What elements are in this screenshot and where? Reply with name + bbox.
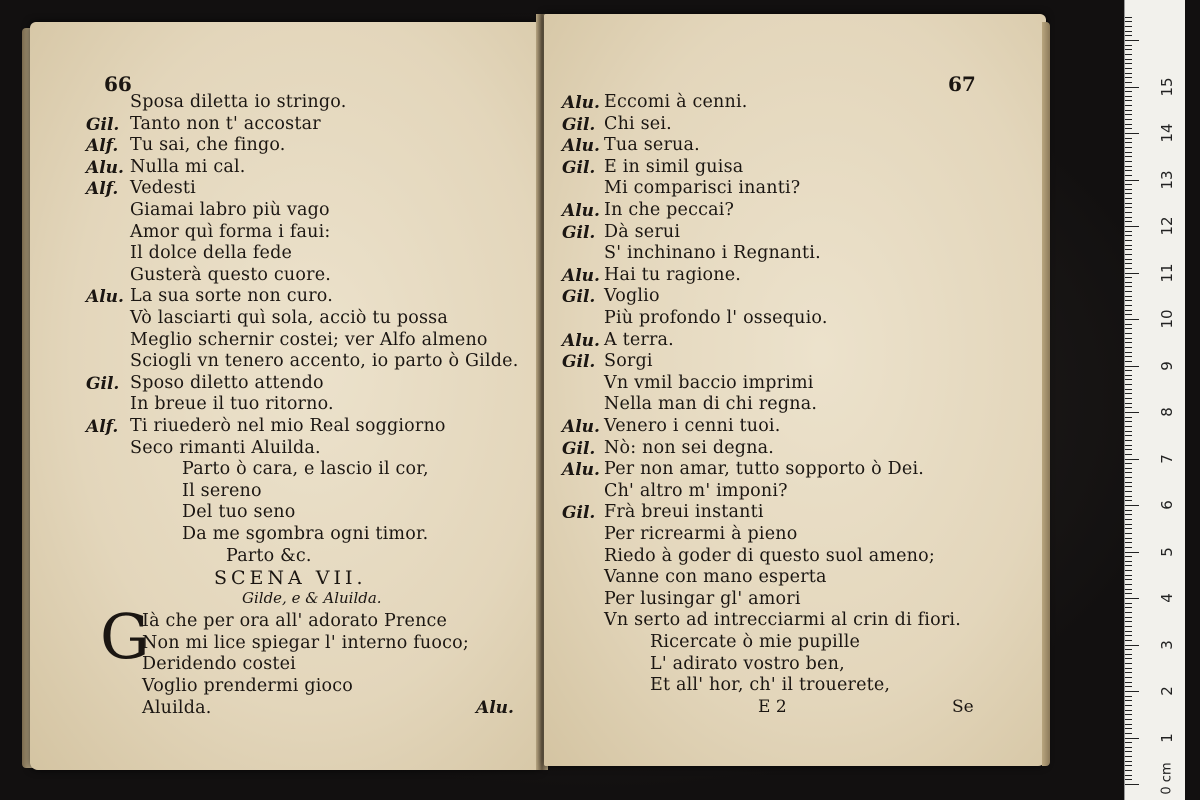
ruler-tick [1125,738,1139,739]
ruler-tick [1125,366,1139,367]
ruler-tick [1125,477,1132,478]
ruler-tick [1125,593,1132,594]
ruler-label: 4 [1158,593,1176,603]
signature-mark: E 2 [758,696,787,717]
ruler-tick [1125,77,1132,78]
ruler-tick [1125,31,1132,32]
ruler-tick [1125,705,1132,706]
ruler-tick [1125,579,1132,580]
ruler-tick [1125,417,1132,418]
verse-line: Nella man di chi regna. [604,394,818,415]
speaker-label: Gil. [562,287,596,308]
verse-line: In breue il tuo ritorno. [130,394,334,415]
page-number: 67 [948,72,976,96]
ruler-tick [1125,152,1132,153]
verse-line: Nulla mi cal. [130,156,246,177]
ruler-tick [1125,621,1132,622]
ruler-tick [1125,114,1132,115]
ruler-tick [1125,556,1132,557]
ruler-tick [1125,305,1132,306]
ruler-tick [1125,73,1132,74]
verse-line: Più profondo l' ossequio. [604,308,828,328]
ruler-tick [1125,40,1139,41]
ruler-tick [1125,240,1132,241]
ruler-tick [1125,524,1132,525]
ruler-label: 11 [1158,262,1176,283]
ruler-tick [1125,696,1132,697]
ruler-tick [1125,654,1132,655]
verse-line: Per lusingar gl' amori [604,588,801,609]
verse-line: Giamai labro più vago [130,200,330,220]
verse-line: Voglio prendermi gioco [142,676,354,696]
ruler-tick [1125,68,1132,69]
ruler-tick [1125,658,1132,659]
ruler-tick [1125,138,1132,139]
ruler-tick [1125,352,1132,353]
speaker-label: Alu. [86,157,124,178]
catchword: Alu. [476,697,514,718]
verse-line: Tua serua. [604,135,700,156]
speaker-label: Alu. [562,136,600,157]
ruler-tick [1125,189,1132,190]
verse-line: Tu sai, che fingo. [130,135,286,156]
verse-line: La sua sorte non curo. [130,286,333,307]
verse-line: Deridendo costei [142,654,296,675]
ruler-tick [1125,59,1132,60]
ruler-tick [1125,645,1139,646]
ruler-tick [1125,686,1132,687]
ruler-tick [1125,35,1132,36]
ruler-tick [1125,161,1132,162]
verse-line: Voglio [604,286,660,307]
ruler-tick [1125,538,1132,539]
ruler-tick [1125,105,1132,106]
ruler-tick [1125,570,1132,571]
verse-line: Gusterà questo cuore. [130,264,332,285]
drop-cap: G [100,600,150,674]
ruler-tick [1125,96,1132,97]
ruler-tick [1125,398,1132,399]
ruler-tick [1125,770,1132,771]
speaker-label: Gil. [562,503,596,524]
verse-line: Chi sei. [604,113,672,134]
ruler-tick [1125,589,1132,590]
ruler-tick [1125,747,1132,748]
speaker-label: Alu. [562,265,600,286]
ruler-tick [1125,133,1139,134]
verse-line: Nò: non sei degna. [604,437,775,458]
catchword: Se [952,696,974,717]
ruler-tick [1125,49,1132,50]
ruler-tick [1125,282,1132,283]
ruler-tick [1125,119,1132,120]
ruler-tick [1125,82,1132,83]
speaker-label: Gil. [562,352,596,373]
ruler-tick [1125,482,1132,483]
verse-line: Sposa diletta io stringo. [130,92,347,112]
verse-line: Sciogli vn tenero accento, io parto ò Gilde. [130,351,519,372]
ruler-tick [1125,631,1132,632]
ruler-label: 6 [1158,500,1176,510]
ruler-tick [1125,459,1139,460]
aria-line: Et all' hor, ch' il trouerete, [650,675,891,696]
ruler-tick [1125,110,1132,111]
ruler-tick [1125,761,1132,762]
ruler-tick [1125,207,1132,208]
speaker-label: Alf. [86,136,119,157]
ruler-tick [1125,733,1132,734]
measuring-ruler [1124,0,1185,800]
verse-line: A terra. [604,329,674,350]
ruler-tick [1125,421,1132,422]
verse-line: Aluilda. [142,697,212,718]
ruler-tick [1125,486,1132,487]
ruler-label: 12 [1158,216,1176,236]
ruler-tick [1125,17,1132,18]
ruler-label: 14 [1158,123,1176,143]
ruler-tick [1125,384,1132,385]
verse-line: Sposo diletto attendo [130,372,324,393]
ruler-tick [1125,249,1132,250]
ruler-tick [1125,742,1132,743]
verse-line: Non mi lice spiegar l' interno fuoco; [142,632,469,653]
ruler-tick [1125,784,1139,785]
ruler-tick [1125,100,1132,101]
ruler-tick [1125,672,1132,673]
aria-line: L' adirato vostro ben, [650,653,845,674]
speaker-label: Gil. [562,157,596,178]
verse-line: Il dolce della fede [130,243,293,264]
ruler-tick [1125,468,1132,469]
ruler-tick [1125,510,1132,511]
ruler-label: 15 [1158,76,1176,97]
verse-line: In che peccai? [604,200,735,220]
ruler-tick [1125,361,1132,362]
ruler-tick [1125,328,1132,329]
ruler-tick [1125,333,1132,334]
ruler-tick [1125,203,1132,204]
ruler-tick [1125,291,1132,292]
verse-line: Per ricrearmi à pieno [604,524,798,544]
verse-line: Vn serto ad intrecciarmi al crin di fiori. [604,610,961,631]
verse-line: Meglio schernir costei; ver Alfo almeno [130,329,488,350]
ruler-tick [1125,180,1139,181]
ruler-label: 3 [1158,639,1176,650]
verse-line: Vò lasciarti quì sola, acciò tu possa [130,308,448,328]
ruler-tick [1125,407,1132,408]
ruler-tick [1125,286,1132,287]
aria-line: Parto ò cara, e lascio il cor, [182,459,429,480]
ruler-tick [1125,21,1132,22]
verse-line: E in simil guisa [604,156,744,177]
ruler-tick [1125,449,1132,450]
ruler-label: 7 [1158,453,1176,464]
speaker-label: Gil. [86,373,120,394]
ruler-tick [1125,612,1132,613]
ruler-tick [1125,626,1132,627]
ruler-tick [1125,677,1132,678]
verse-line: Mi comparisci inanti? [604,178,801,199]
verse-line: Dà serui [604,221,681,242]
ruler-tick [1125,756,1132,757]
ruler-tick [1125,435,1132,436]
verse-line: Vedesti [130,178,196,199]
scene-heading: SCENA VII. [214,567,367,590]
ruler-tick [1125,342,1132,343]
ruler-tick [1125,775,1132,776]
verse-line: Riedo à goder di questo suol ameno; [604,545,935,566]
ruler-tick [1125,463,1132,464]
ruler-tick [1125,166,1132,167]
speaker-label: Alf. [86,417,119,437]
ruler-tick [1125,268,1132,269]
ruler-tick [1125,170,1132,171]
ruler-tick [1125,500,1132,501]
ruler-tick [1125,724,1132,725]
ruler-label: 2 [1158,686,1176,696]
speaker-label: Gil. [562,438,596,459]
right-page-edge [1042,22,1050,766]
speaker-label: Gil. [562,114,596,135]
ruler-label: 10 [1158,309,1176,329]
ruler-tick [1125,45,1132,46]
verse-line: Vanne con mano esperta [604,567,827,588]
ruler-tick [1125,617,1132,618]
ruler-tick [1125,393,1132,394]
ruler-tick [1125,751,1132,752]
speaker-label: Alu. [562,460,600,481]
ruler-tick [1125,217,1132,218]
ruler-tick [1125,254,1132,255]
ruler-tick [1125,277,1132,278]
ruler-tick [1125,700,1132,701]
ruler-tick [1125,765,1132,766]
ruler-tick [1125,649,1132,650]
speaker-label: Alu. [86,287,124,308]
ruler-tick [1125,575,1132,576]
ruler-tick [1125,142,1132,143]
ruler-tick [1125,519,1132,520]
ruler-tick [1125,314,1132,315]
ruler-tick [1125,561,1132,562]
ruler-tick [1125,147,1132,148]
ruler-label: 13 [1158,169,1176,190]
ruler-tick [1125,714,1132,715]
ruler-tick [1125,245,1132,246]
verse-line: Tanto non t' accostar [130,113,321,134]
verse-line: Eccomi à cenni. [604,92,748,112]
ruler-tick [1125,682,1132,683]
ruler-tick [1125,193,1132,194]
ruler-tick [1125,533,1132,534]
ruler-tick [1125,379,1132,380]
aria-end: Parto &c. [226,545,312,566]
ruler-tick [1125,565,1132,566]
ruler-tick [1125,542,1132,543]
speaker-label: Alu. [562,330,600,351]
ruler-tick [1125,547,1132,548]
ruler-tick [1125,300,1132,301]
ruler-tick [1125,347,1132,348]
ruler-tick [1125,175,1132,176]
ruler-tick [1125,528,1132,529]
ruler-tick [1125,184,1132,185]
ruler-tick [1125,472,1132,473]
ruler-tick [1125,603,1132,604]
ruler-tick [1125,710,1132,711]
ruler-tick [1125,454,1132,455]
ruler-tick [1125,691,1139,692]
ruler-label: 5 [1158,546,1176,557]
ruler-tick [1125,128,1132,129]
ruler-tick [1125,514,1132,515]
ruler-tick [1125,663,1132,664]
ruler-tick [1125,356,1132,357]
ruler-tick [1125,273,1139,274]
speaker-label: Gil. [86,114,120,135]
ruler-tick [1125,440,1132,441]
ruler-tick [1125,226,1139,227]
aria-line: Del tuo seno [182,502,296,523]
ruler-tick [1125,779,1132,780]
aria-line: Da me sgombra ogni timor. [182,524,429,544]
ruler-label: 9 [1158,360,1176,371]
verse-line: Ià che per ora all' adorato Prence [142,611,448,632]
speaker-label: Alu. [562,201,600,221]
ruler-tick [1125,259,1132,260]
verse-line: Ti riuederò nel mio Real soggiorno [130,416,446,436]
ruler-tick [1125,668,1132,669]
ruler-tick [1125,552,1139,553]
ruler-tick [1125,212,1132,213]
page-number: 66 [104,72,132,96]
ruler-tick [1125,426,1132,427]
ruler-tick [1125,496,1132,497]
ruler-tick [1125,91,1132,92]
ruler-tick [1125,445,1132,446]
ruler-tick [1125,296,1132,297]
ruler-label: 1 [1158,732,1176,743]
ruler-tick [1125,635,1132,636]
ruler-tick [1125,87,1139,88]
verse-line: Vn vmil baccio imprimi [604,372,814,393]
ruler-label: 8 [1158,407,1176,417]
verse-line: Per non amar, tutto sopporto ò Dei. [604,459,925,480]
ruler-tick [1125,235,1132,236]
verse-line: S' inchinano i Regnanti. [604,243,821,264]
ruler-tick [1125,412,1139,413]
ruler-tick [1125,584,1132,585]
verse-line: Sorgi [604,351,653,372]
verse-line: Frà breui instanti [604,502,764,523]
ruler-tick [1125,63,1132,64]
ruler-tick [1125,640,1132,641]
ruler-tick [1125,263,1132,264]
ruler-tick [1125,26,1132,27]
scene-persons: Gilde, e & Aluilda. [242,589,382,608]
aria-line: Il sereno [182,480,262,501]
ruler-tick [1125,491,1132,492]
ruler-tick [1125,719,1132,720]
ruler-tick [1125,231,1132,232]
ruler-tick [1125,598,1139,599]
speaker-label: Alf. [86,179,119,200]
ruler-tick [1125,403,1132,404]
ruler-tick [1125,389,1132,390]
ruler-tick [1125,607,1132,608]
verse-line: Seco rimanti Aluilda. [130,437,321,458]
ruler-tick [1125,338,1132,339]
ruler-tick [1125,156,1132,157]
ruler-tick [1125,431,1132,432]
ruler-tick [1125,221,1132,222]
verse-line: Ch' altro m' imponi? [604,480,788,501]
ruler-tick [1125,370,1132,371]
ruler-tick [1125,728,1132,729]
speaker-label: Gil. [562,222,596,243]
ruler-tick [1125,324,1132,325]
ruler-label: 0 cm [1159,762,1175,795]
ruler-tick [1125,505,1139,506]
speaker-label: Alu. [562,417,600,437]
speaker-label: Alu. [562,93,600,113]
ruler-tick [1125,198,1132,199]
aria-line: Ricercate ò mie pupille [650,632,861,652]
ruler-tick [1125,310,1132,311]
ruler-tick [1125,54,1132,55]
right-page [544,14,1046,766]
verse-line: Venero i cenni tuoi. [604,416,781,436]
ruler-tick [1125,375,1132,376]
ruler-tick [1125,124,1132,125]
ruler-tick [1125,319,1139,320]
verse-line: Amor quì forma i faui: [130,221,331,242]
verse-line: Hai tu ragione. [604,264,742,285]
left-page [30,22,540,770]
